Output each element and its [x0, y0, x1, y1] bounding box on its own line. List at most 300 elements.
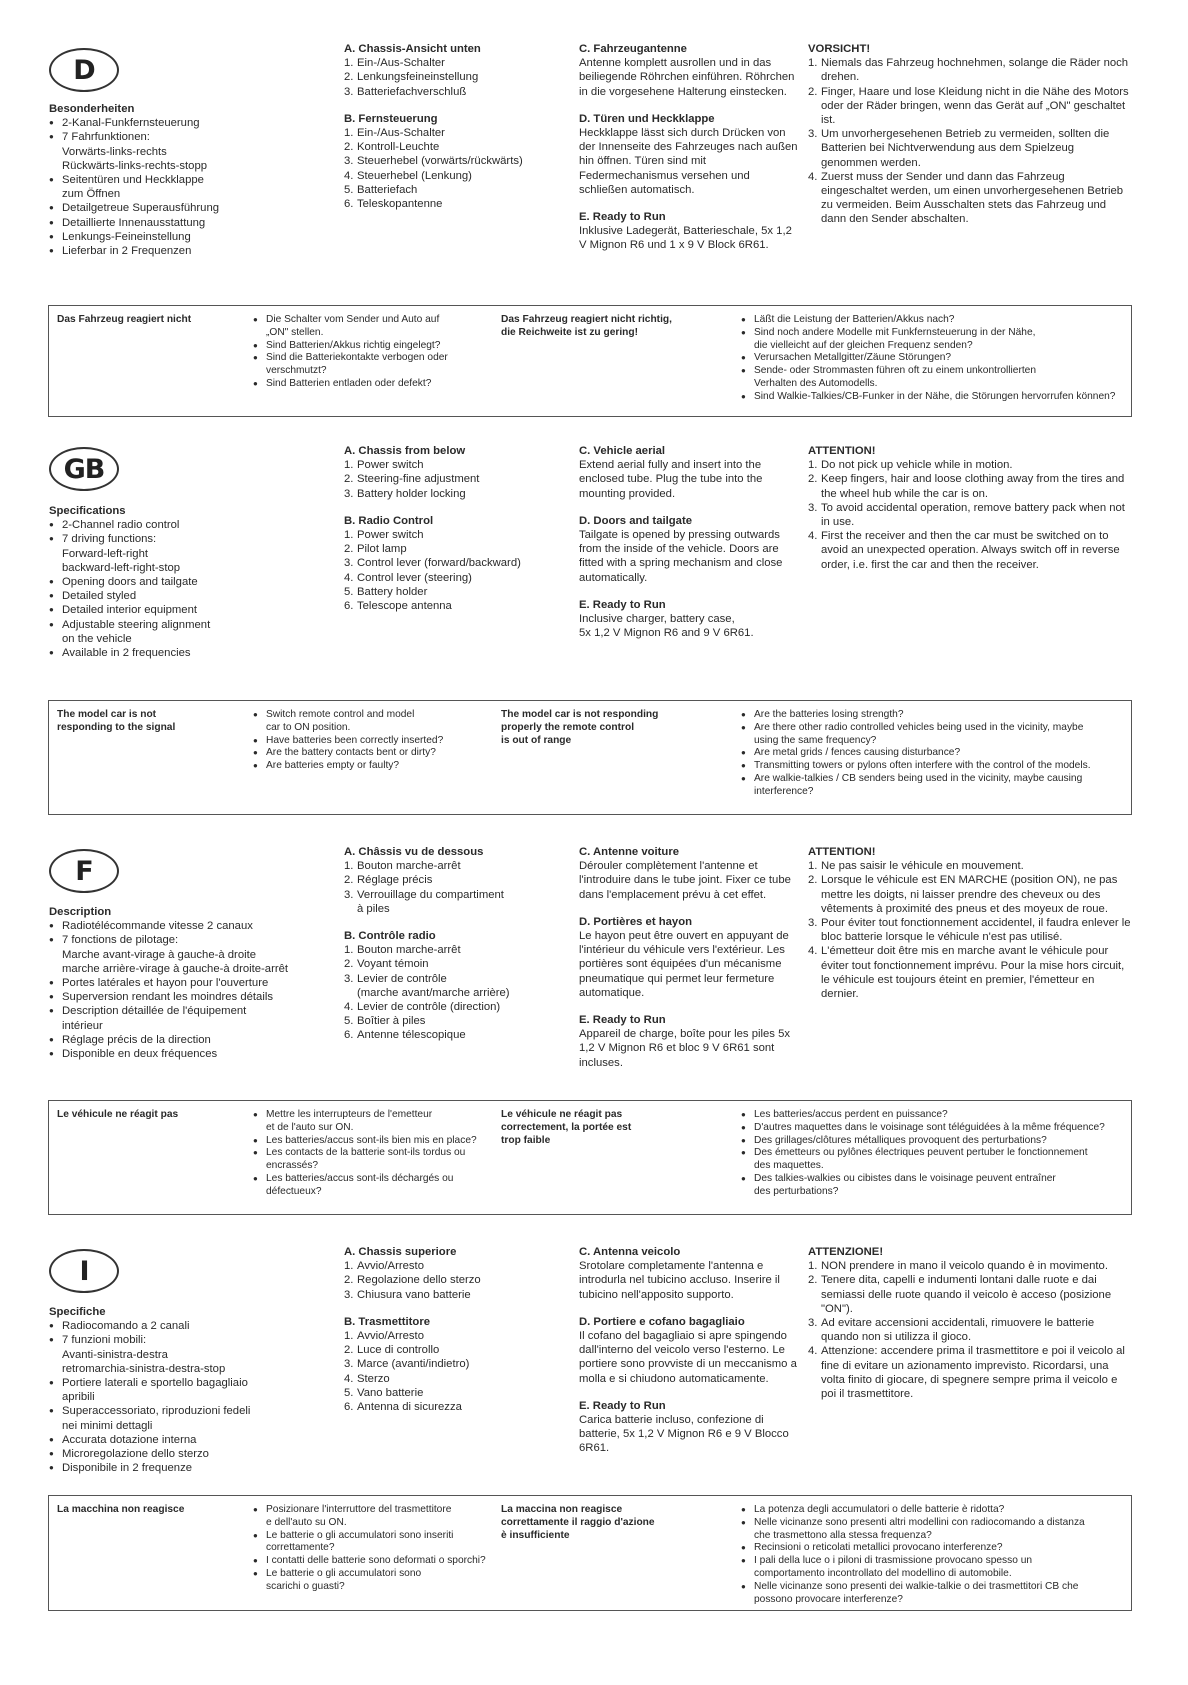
remote-part-label: Marce (avanti/indietro) [357, 1358, 470, 1371]
specifications-title: Description [49, 906, 112, 918]
trouble-check-item: ● Des émetteurs ou pylônes électriques peuvent pertuber le fonctionnement des maquettes. [741, 1147, 1136, 1173]
remote-part-label: Levier de contrôle (marche avant/marche arrière) [357, 972, 510, 999]
remote-part-label: Control lever (forward/backward) [357, 557, 521, 570]
item-number: 1. [344, 1330, 354, 1343]
item-number: 4. [808, 1345, 818, 1358]
attention-item [808, 916, 1133, 944]
aerial-text: Extend aerial fully and insert into the enclosed tube. Plug the tube into the mounting provided. [579, 459, 763, 500]
spacer [579, 501, 799, 514]
item-number: 2. [344, 958, 354, 971]
attention-item [808, 458, 1133, 472]
attention-text: Finger, Haare und lose Kleidung nicht in die Nähe des Motors oder der Räder bringen, wenn das Gerät auf „ON" geschaltet ist. [821, 85, 1129, 127]
troubleshooting-box [48, 1495, 1132, 1611]
chassis-title: A. Chassis from below [344, 445, 466, 457]
item-number: 6. [344, 1029, 354, 1042]
item-number: 2. [344, 473, 354, 486]
remote-parts-list [344, 528, 569, 613]
remote-part-label: Levier de contrôle (direction) [357, 1001, 501, 1014]
trouble-checklist-2 [741, 1109, 1136, 1199]
remote-part-label: Power switch [357, 529, 424, 542]
specification-item: ● Disponible en deux fréquences [49, 1047, 289, 1061]
language-badge: F [49, 849, 119, 893]
specification-item: ● Available in 2 frequencies [49, 646, 289, 660]
trouble-check-item: ● Les contacts de la batterie sont-ils tordus ou encrassés? [253, 1147, 513, 1173]
specification-item: ● Adjustable steering alignment on the vehicle [49, 618, 289, 646]
parts-column [344, 1245, 569, 1414]
attention-text: First the receiver and then the car must be switched on to avoid an unexpected operation. Always switch off in reverse order, i.e. first the car and then the receiver. [821, 530, 1120, 571]
item-number: 3. [344, 155, 354, 168]
item-number: 3. [808, 128, 818, 141]
trouble-check-item: ● Sind Batterien entladen oder defekt? [253, 378, 513, 391]
doors-text: Le hayon peut être ouvert en appuyant de l'intérieur du véhicule vers l'extérieur. Les portières sont équipées d'un mécanisme pneumatique qui permet leur fermeture automatique. [579, 930, 789, 999]
specifications-title: Specifications [49, 505, 126, 517]
attention-item [808, 85, 1133, 128]
remote-part [344, 957, 569, 971]
remote-part [344, 1372, 569, 1386]
item-number: 3. [344, 487, 354, 500]
item-number: 3. [344, 557, 354, 570]
item-number: 5. [344, 1015, 354, 1028]
remote-title: B. Radio Control [344, 514, 434, 527]
instructions-column [579, 42, 799, 253]
attention-text: Do not pick up vehicle while in motion. [821, 459, 1013, 472]
item-number: 3. [344, 1358, 354, 1371]
ready-title: E. Ready to Run [579, 598, 666, 611]
item-number: 4. [808, 530, 818, 543]
remote-part-label: Control lever (steering) [357, 571, 472, 584]
trouble-check-item: ● Le batterie o gli accumulatori sono scarichi o guasti? [253, 1568, 513, 1594]
chassis-part [344, 472, 569, 486]
chassis-part [344, 1288, 569, 1302]
attention-text: Niemals das Fahrzeug hochnehmen, solange die Räder noch drehen. [821, 57, 1129, 84]
specification-item: ● Lenkungs-Feineinstellung [49, 230, 289, 244]
item-number: 4. [808, 170, 818, 183]
trouble-check-item: ● Are there other radio controlled vehicles being used in the vicinity, maybe using the same frequency? [741, 722, 1136, 748]
attention-title: VORSICHT! [808, 43, 871, 55]
trouble-check-item: ● Les batteries/accus sont-ils déchargés ou défectueux? [253, 1173, 513, 1199]
chassis-part [344, 873, 569, 887]
specifications-title: Besonderheiten [49, 103, 135, 115]
specification-item: ● 7 funzioni mobili: Avanti-sinistra-destra retromarchia-sinistra-destra-stop [49, 1333, 289, 1376]
item-number: 3. [344, 85, 354, 98]
ready-text: Inklusive Ladegerät, Batterieschale, 5x 1,2 V Mignon R6 und 1 x 9 V Block 6R61. [579, 225, 792, 252]
chassis-parts-list [344, 859, 569, 916]
item-number: 3. [808, 917, 818, 930]
attention-title: ATTENTION! [808, 846, 876, 858]
item-number: 3. [344, 972, 354, 985]
specification-item: ● Réglage précis de la direction [49, 1033, 289, 1047]
spacer [579, 585, 799, 598]
remote-part [344, 1028, 569, 1042]
instructions-column [579, 1245, 799, 1456]
specifications-list [49, 919, 289, 1061]
trouble-check-item: ● Des grillages/clôtures métalliques provoquent des perturbations? [741, 1135, 1136, 1148]
spacer [579, 902, 799, 915]
specification-item: ● Detaillierte Innenausstattung [49, 216, 289, 230]
trouble-check-item: ● Verursachen Metallgitter/Zäune Störungen? [741, 352, 1136, 365]
attention-list [808, 458, 1133, 572]
attention-column [808, 42, 1133, 227]
trouble-check-item: ● Sind Walkie-Talkies/CB-Funker in der Nähe, die Störungen hervorrufen können? [741, 391, 1136, 404]
item-number: 1. [808, 1260, 818, 1273]
trouble-title-2: The model car is not responding properly the remote control is out of range [501, 709, 659, 746]
specification-item: ● Seitentüren und Heckklappe zum Öffnen [49, 173, 289, 201]
aerial-text: Antenne komplett ausrollen und in das beiliegende Röhrchen einführen. Röhrchen in die vorgesehene Halterung einstecken. [579, 57, 795, 98]
trouble-checklist-2 [741, 1504, 1136, 1606]
aerial-title: C. Fahrzeugantenne [579, 43, 687, 55]
chassis-part-label: Ein-/Aus-Schalter [357, 57, 445, 70]
doors-title: D. Portiere e cofano bagagliaio [579, 1315, 745, 1328]
aerial-text: Dérouler complètement l'antenne et l'introduire dans le tube joint. Fixer ce tube dans l'emplacement prévu à cet effet. [579, 860, 791, 901]
item-number: 2. [344, 1344, 354, 1357]
remote-part-label: Teleskopantenne [357, 198, 443, 211]
item-number: 2. [808, 874, 818, 887]
chassis-part-label: Chiusura vano batterie [357, 1288, 471, 1301]
chassis-part [344, 1259, 569, 1273]
remote-part [344, 1000, 569, 1014]
item-number: 1. [344, 127, 354, 140]
specification-item: ● Disponibile in 2 frequenze [49, 1461, 289, 1475]
specification-item: ● 2-Kanal-Funkfernsteuerung [49, 116, 289, 130]
trouble-title-2: Das Fahrzeug reagiert nicht richtig, die Reichweite ist zu gering! [501, 314, 672, 338]
chassis-part [344, 85, 569, 99]
chassis-part-label: Power switch [357, 459, 424, 472]
chassis-title: A. Châssis vu de dessous [344, 846, 484, 858]
chassis-part-label: Réglage précis [357, 874, 433, 887]
trouble-checklist-1 [253, 709, 513, 773]
chassis-parts-list [344, 1259, 569, 1302]
item-number: 5. [344, 585, 354, 598]
specifications-column [49, 905, 289, 1061]
parts-column [344, 42, 569, 211]
trouble-check-item: ● Nelle vicinanze sono presenti altri modellini con radiocomando a distanza che trasmettono alla stessa frequenza? [741, 1517, 1136, 1543]
remote-part-label: Antenna di sicurezza [357, 1401, 462, 1414]
item-number: 1. [808, 860, 818, 873]
trouble-check-item: ● Sind die Batteriekontakte verbogen oder verschmutzt? [253, 352, 513, 378]
doors-title: D. Türen und Heckklappe [579, 112, 715, 125]
aerial-title: C. Vehicle aerial [579, 445, 666, 457]
item-number: 2. [808, 473, 818, 486]
remote-part-label: Sterzo [357, 1372, 390, 1385]
trouble-title-2: La maccina non reagisce correttamente il raggio d'azione è insufficiente [501, 1504, 655, 1541]
trouble-check-item: ● Sind Batterien/Akkus richtig eingelegt? [253, 340, 513, 353]
item-number: 2. [808, 85, 818, 98]
trouble-title-1: Le véhicule ne réagit pas [57, 1109, 179, 1120]
specifications-column [49, 1305, 289, 1475]
attention-text: Um unvorhergesehenen Betrieb zu vermeiden, sollten die Batterien bei Nichtverwendung aus dem Spielzeug genommen werden. [821, 128, 1110, 169]
trouble-check-item: ● Mettre les interrupteurs de l'emetteur et de l'auto sur ON. [253, 1109, 513, 1135]
remote-part [344, 556, 569, 570]
remote-part [344, 571, 569, 585]
spacer [579, 1302, 799, 1315]
attention-text: Keep fingers, hair and loose clothing away from the tires and the wheel hub while the car is on. [821, 473, 1125, 500]
specifications-list [49, 1319, 289, 1475]
specification-item: ● Superversion rendant les moindres détails [49, 990, 289, 1004]
instructions-column [579, 845, 799, 1070]
trouble-check-item: ● Are metal grids / fences causing disturbance? [741, 747, 1136, 760]
chassis-part [344, 70, 569, 84]
chassis-part [344, 859, 569, 873]
attention-text: Tenere dita, capelli e indumenti lontani dalle ruote e dai semiassi delle ruote quando il veicolo è acceso (posizione "ON"). [821, 1274, 1112, 1315]
item-number: 1. [344, 57, 354, 70]
trouble-check-item: ● Les batteries/accus sont-ils bien mis en place? [253, 1135, 513, 1148]
aerial-text: Srotolare completamente l'antenna e introdurla nel tubicino accluso. Inserire il tubicino nell'apposito supporto. [579, 1260, 780, 1301]
attention-text: Ad evitare accensioni accidentali, rimuovere le batterie quando non si utilizza il gioco. [821, 1317, 1095, 1344]
item-number: 5. [344, 1386, 354, 1399]
remote-part [344, 140, 569, 154]
attention-text: Attenzione: accendere prima il trasmettitore e poi il veicolo al fine di evitare un azionamento imprevisto. Ricordarsi, una volta finito di giocare, di spegnere sempre prima il veicolo e poi il trasmettitore. [821, 1345, 1125, 1401]
trouble-check-item: ● Are the batteries losing strength? [741, 709, 1136, 722]
chassis-part-label: Regolazione dello sterzo [357, 1274, 481, 1287]
remote-part [344, 585, 569, 599]
remote-title: B. Fernsteuerung [344, 112, 438, 125]
trouble-title-1: The model car is not responding to the signal [57, 709, 176, 733]
item-number: 2. [344, 543, 354, 556]
specification-item: ● Accurata dotazione interna [49, 1433, 289, 1447]
aerial-title: C. Antenne voiture [579, 846, 680, 858]
item-number: 6. [344, 198, 354, 211]
specification-item: ● Radiotélécommande vitesse 2 canaux [49, 919, 289, 933]
troubleshooting-box [48, 305, 1132, 417]
attention-item [808, 873, 1133, 916]
chassis-part-label: Bouton marche-arrêt [357, 860, 461, 873]
item-number: 6. [344, 600, 354, 613]
trouble-check-item: ● D'autres maquettes dans le voisinage sont téléguidées à la même fréquence? [741, 1122, 1136, 1135]
chassis-part [344, 56, 569, 70]
remote-part [344, 972, 569, 1000]
trouble-check-item: ● Läßt die Leistung der Batterien/Akkus nach? [741, 314, 1136, 327]
troubleshooting-box [48, 700, 1132, 815]
specification-item: ● Portiere laterali e sportello bagagliaio apribili [49, 1376, 289, 1404]
chassis-part-label: Battery holder locking [357, 487, 466, 500]
trouble-checklist-2 [741, 314, 1136, 404]
remote-part [344, 528, 569, 542]
remote-title: B. Contrôle radio [344, 930, 436, 943]
attention-title: ATTENTION! [808, 445, 876, 457]
item-number: 4. [344, 1001, 354, 1014]
trouble-checklist-1 [253, 314, 513, 391]
item-number: 1. [344, 1260, 354, 1273]
specification-item: ● Detailed interior equipment [49, 603, 289, 617]
attention-text: Pour éviter tout fonctionnement accidentel, il faudra enlever le bloc batterie lorsque le véhicule n'est pas utilisé. [821, 917, 1131, 944]
attention-list [808, 56, 1133, 226]
trouble-check-item: ● Posizionare l'interruttore del trasmettitore e dell'auto su ON. [253, 1504, 513, 1530]
item-number: 2. [344, 874, 354, 887]
trouble-check-item: ● Sende- oder Strommasten führen oft zu einem unkontrollierten Verhalten des Automodells. [741, 365, 1136, 391]
trouble-check-item: ● Are walkie-talkies / CB senders being used in the vicinity, maybe causing interference? [741, 773, 1136, 799]
remote-part [344, 1329, 569, 1343]
attention-column [808, 444, 1133, 572]
attention-item [808, 127, 1133, 170]
spacer [344, 916, 569, 929]
item-number: 2. [344, 1274, 354, 1287]
attention-text: NON prendere in mano il veicolo quando è in movimento. [821, 1260, 1108, 1273]
attention-item [808, 859, 1133, 873]
spacer [344, 501, 569, 514]
specifications-list [49, 116, 289, 258]
trouble-check-item: ● Nelle vicinanze sono presenti dei walkie-talkie o dei trasmettitori CB che possono provocare interferenze? [741, 1581, 1136, 1607]
chassis-part [344, 888, 569, 916]
item-number: 4. [344, 1372, 354, 1385]
attention-title: ATTENZIONE! [808, 1246, 884, 1258]
specification-item: ● 7 driving functions: Forward-left-right backward-left-right-stop [49, 532, 289, 575]
spacer [344, 99, 569, 112]
trouble-title-2: Le véhicule ne réagit pas correctement, la portée est trop faible [501, 1109, 632, 1146]
item-number: 3. [344, 888, 354, 901]
remote-part [344, 943, 569, 957]
chassis-part-label: Verrouillage du compartiment à piles [357, 888, 504, 915]
chassis-parts-list [344, 56, 569, 99]
remote-part [344, 197, 569, 211]
trouble-check-item: ● Sind noch andere Modelle mit Funkfernsteuerung in der Nähe, die vielleicht auf der gleichen Frequenz senden? [741, 327, 1136, 353]
item-number: 3. [344, 1288, 354, 1301]
attention-item [808, 1344, 1133, 1401]
remote-part [344, 1357, 569, 1371]
specification-item: ● 2-Channel radio control [49, 518, 289, 532]
specification-item: ● 7 Fahrfunktionen: Vorwärts-links-rechts Rückwärts-links-rechts-stopp [49, 130, 289, 173]
language-badge: GB [49, 447, 119, 491]
item-number: 1. [344, 860, 354, 873]
remote-part [344, 126, 569, 140]
trouble-checklist-1 [253, 1109, 513, 1199]
attention-item [808, 944, 1133, 1001]
chassis-part-label: Avvio/Arresto [357, 1260, 424, 1273]
attention-column [808, 1245, 1133, 1401]
ready-title: E. Ready to Run [579, 1014, 666, 1027]
remote-part-label: Bouton marche-arrêt [357, 944, 461, 957]
item-number: 4. [344, 169, 354, 182]
remote-part-label: Steuerhebel (Lenkung) [357, 169, 472, 182]
chassis-parts-list [344, 458, 569, 501]
attention-item [808, 529, 1133, 572]
chassis-part [344, 458, 569, 472]
troubleshooting-box [48, 1100, 1132, 1215]
remote-parts-list [344, 126, 569, 211]
trouble-check-item: ● Die Schalter vom Sender und Auto auf „ON" stellen. [253, 314, 513, 340]
chassis-part [344, 487, 569, 501]
trouble-check-item: ● I contatti delle batterie sono deformati o sporchi? [253, 1555, 513, 1568]
spacer [344, 1302, 569, 1315]
item-number: 1. [344, 944, 354, 957]
spacer [579, 1000, 799, 1013]
remote-part [344, 1343, 569, 1357]
trouble-title-1: La macchina non reagisce [57, 1504, 185, 1515]
attention-item [808, 472, 1133, 500]
doors-title: D. Portières et hayon [579, 915, 693, 928]
trouble-check-item: ● I pali della luce o i piloni di trasmissione provocano spesso un comportamento incontrollato del modellino di automobile. [741, 1555, 1136, 1581]
trouble-check-item: ● Are batteries empty or faulty? [253, 760, 513, 773]
item-number: 2. [808, 1274, 818, 1287]
instructions-column [579, 444, 799, 640]
remote-part [344, 542, 569, 556]
trouble-check-item: ● Les batteries/accus perdent en puissance? [741, 1109, 1136, 1122]
attention-item [808, 170, 1133, 227]
remote-part [344, 183, 569, 197]
trouble-check-item: ● La potenza degli accumulatori o delle batterie è ridotta? [741, 1504, 1136, 1517]
remote-part [344, 1014, 569, 1028]
remote-part-label: Ein-/Aus-Schalter [357, 127, 445, 140]
specification-item: ● 7 fonctions de pilotage: Marche avant-virage à gauche-à droite marche arrière-virage à gauche-à droite-arrêt [49, 933, 289, 976]
parts-column [344, 845, 569, 1043]
remote-part-label: Pilot lamp [357, 543, 407, 556]
attention-list [808, 859, 1133, 1001]
attention-item [808, 1273, 1133, 1316]
trouble-checklist-2 [741, 709, 1136, 799]
remote-part-label: Avvio/Arresto [357, 1330, 424, 1343]
specification-item: ● Portes latérales et hayon pour l'ouverture [49, 976, 289, 990]
remote-part-label: Luce di controllo [357, 1344, 440, 1357]
trouble-check-item: ● Le batterie o gli accumulatori sono inseriti correttamente? [253, 1530, 513, 1556]
attention-item [808, 1259, 1133, 1273]
remote-parts-list [344, 943, 569, 1042]
ready-title: E. Ready to Run [579, 211, 666, 224]
specifications-list [49, 518, 289, 660]
attention-list [808, 1259, 1133, 1401]
remote-part-label: Kontroll-Leuchte [357, 141, 440, 154]
trouble-check-item: ● Are the battery contacts bent or dirty? [253, 747, 513, 760]
ready-text: Carica batterie incluso, confezione di batterie, 5x 1,2 V Mignon R6 e 9 V Blocco 6R61. [579, 1414, 789, 1455]
item-number: 1. [344, 529, 354, 542]
ready-text: Appareil de charge, boîte pour les piles 5x 1,2 V Mignon R6 et bloc 9 V 6R61 sont incluses. [579, 1028, 791, 1069]
chassis-title: A. Chassis-Ansicht unten [344, 43, 481, 55]
specifications-column [49, 102, 289, 258]
chassis-title: A. Chassis superiore [344, 1246, 457, 1258]
attention-text: Zuerst muss der Sender und dann das Fahrzeug eingeschaltet werden, um einen unvorhergesehenen Betrieb zu vermeiden. Beim Ausschalten stets das Fahrzeug und dann den Sender abschalten. [821, 170, 1124, 226]
attention-text: Ne pas saisir le véhicule en mouvement. [821, 860, 1024, 873]
remote-part-label: Batteriefach [357, 183, 418, 196]
item-number: 6. [344, 1401, 354, 1414]
spacer [579, 99, 799, 112]
attention-text: L'émetteur doit être mis en marche avant le véhicule pour éviter tout fonctionnement imprévu. Pour la mise hors circuit, le véhicule est toujours éteint en premier, l'émetteur en dernier. [821, 945, 1125, 1001]
remote-part-label: Antenne télescopique [357, 1029, 466, 1042]
spacer [579, 1386, 799, 1399]
specification-item: ● Radiocomando a 2 canali [49, 1319, 289, 1333]
remote-part [344, 154, 569, 168]
item-number: 3. [808, 501, 818, 514]
remote-part-label: Vano batterie [357, 1386, 424, 1399]
doors-text: Tailgate is opened by pressing outwards from the inside of the vehicle. Doors are fitted with a spring mechanism and close automatically. [579, 529, 783, 584]
ready-text: Inclusive charger, battery case, 5x 1,2 V Mignon R6 and 9 V 6R61. [579, 613, 754, 640]
doors-title: D. Doors and tailgate [579, 514, 692, 527]
specifications-title: Specifiche [49, 1306, 106, 1318]
trouble-check-item: ● Des talkies-walkies ou cibistes dans le voisinage peuvent entraîner des perturbations? [741, 1173, 1136, 1199]
chassis-part-label: Steering-fine adjustment [357, 473, 480, 486]
specification-item: ● Description détaillée de l'équipement intérieur [49, 1004, 289, 1032]
remote-part-label: Telescope antenna [357, 600, 452, 613]
remote-part [344, 1386, 569, 1400]
chassis-part [344, 1273, 569, 1287]
spacer [579, 197, 799, 210]
item-number: 4. [808, 945, 818, 958]
attention-item [808, 501, 1133, 529]
attention-column [808, 845, 1133, 1001]
specification-item: ● Microregolazione dello sterzo [49, 1447, 289, 1461]
item-number: 2. [344, 71, 354, 84]
attention-item [808, 56, 1133, 84]
item-number: 2. [344, 141, 354, 154]
chassis-part-label: Batteriefachverschluß [357, 85, 467, 98]
trouble-check-item: ● Have batteries been correctly inserted? [253, 735, 513, 748]
remote-part-label: Voyant témoin [357, 958, 429, 971]
attention-item [808, 1316, 1133, 1344]
attention-text: To avoid accidental operation, remove battery pack when not in use. [821, 501, 1125, 529]
trouble-check-item: ● Transmitting towers or pylons often interfere with the control of the models. [741, 760, 1136, 773]
doors-text: Heckklappe lässt sich durch Drücken von der Innenseite des Fahrzeuges nach außen hin öffnen. Türen sind mit Federmechanismus versehen und schließen automatisch. [579, 127, 798, 196]
remote-part [344, 1400, 569, 1414]
specification-item: ● Lieferbar in 2 Frequenzen [49, 244, 289, 258]
trouble-check-item: ● Recinsioni o reticolati metallici provocano interferenze? [741, 1542, 1136, 1555]
item-number: 4. [344, 571, 354, 584]
